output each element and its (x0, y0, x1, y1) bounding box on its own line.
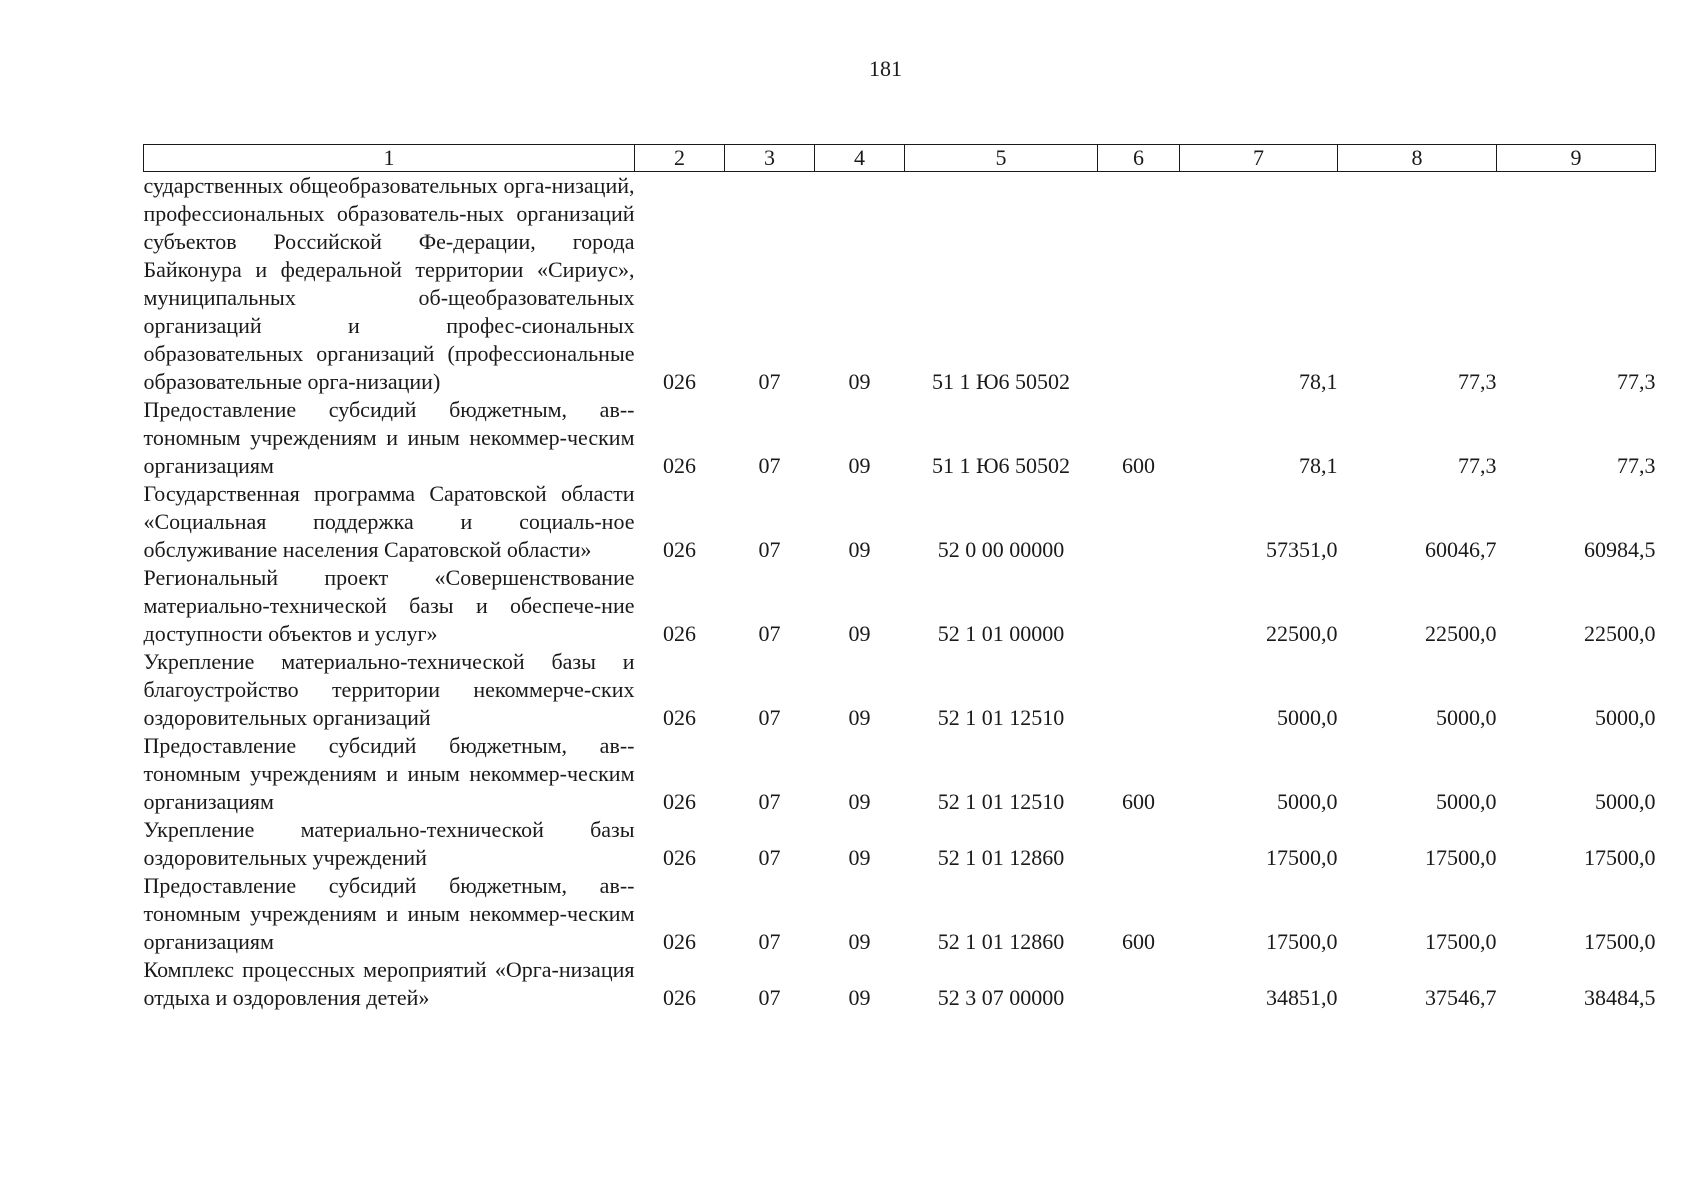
amount-col8-cell: 17500,0 (1425, 845, 1497, 870)
budget-table (143, 144, 1656, 1012)
table-row (144, 816, 1656, 872)
amount-col7-cell: 5000,0 (1277, 789, 1338, 814)
amount-col8-cell: 22500,0 (1425, 621, 1497, 646)
admin-code-cell: 026 (663, 621, 696, 646)
amount-col9-cell: 22500,0 (1584, 621, 1656, 646)
subsection-cell: 09 (848, 985, 871, 1010)
admin-code-cell: 026 (663, 453, 696, 478)
amount-col9-cell: 17500,0 (1584, 845, 1656, 870)
row-name-cell: сударственных общеобразовательных орга-низаций, профессиональных образователь-ных организаций субъектов Российской Фе-дерации, города Байконура и федеральной территории «Сириус», муниципальных об-щеобразовательных организаций и профес-сиональных образовательных организаций (профессиональные образовательные орга-низации) (143, 173, 635, 394)
table-row (144, 956, 1656, 1012)
column-header: 7 (1180, 145, 1338, 172)
row-name-cell: Региональный проект «Совершенствование материально-технической базы и обеспече-ние доступности объектов и услуг» (143, 565, 635, 646)
table-row (144, 172, 1656, 397)
column-header: 4 (815, 145, 905, 172)
table-row (144, 480, 1656, 564)
amount-col7-cell: 17500,0 (1266, 929, 1338, 954)
section-cell: 07 (758, 621, 781, 646)
admin-code-cell: 026 (663, 369, 696, 394)
section-cell: 07 (758, 929, 781, 954)
row-name-cell: Предоставление субсидий бюджетным, ав-тономным учреждениям и иным некоммер-ческим организациям (143, 397, 635, 478)
subsection-cell: 09 (848, 537, 871, 562)
expense-type-cell (1098, 956, 1180, 1012)
amount-col7-cell: 34851,0 (1266, 985, 1338, 1010)
row-name-cell: Комплекс процессных мероприятий «Орга-низация отдыха и оздоровления детей» (143, 957, 635, 1010)
column-header: 1 (144, 145, 635, 172)
subsection-cell: 09 (848, 929, 871, 954)
amount-col7-cell: 78,1 (1299, 369, 1338, 394)
amount-col8-cell: 37546,7 (1425, 985, 1497, 1010)
expense-type-cell (1098, 564, 1180, 648)
column-header: 2 (635, 145, 725, 172)
amount-col9-cell: 5000,0 (1595, 789, 1656, 814)
section-cell: 07 (758, 845, 781, 870)
target-article-cell: 51 1 Ю6 50502 (931, 453, 1071, 478)
expense-type-cell: 600 (1122, 789, 1155, 814)
expense-type-cell: 600 (1122, 453, 1155, 478)
amount-col7-cell: 57351,0 (1266, 537, 1338, 562)
amount-col9-cell: 60984,5 (1584, 537, 1656, 562)
section-cell: 07 (758, 985, 781, 1010)
amount-col8-cell: 77,3 (1458, 453, 1497, 478)
column-header: 8 (1338, 145, 1497, 172)
table-row (144, 732, 1656, 816)
subsection-cell: 09 (848, 845, 871, 870)
section-cell: 07 (758, 705, 781, 730)
subsection-cell: 09 (848, 705, 871, 730)
amount-col8-cell: 5000,0 (1436, 705, 1497, 730)
expense-type-cell (1098, 480, 1180, 564)
subsection-cell: 09 (848, 453, 871, 478)
row-name-cell: Государственная программа Саратовской области «Социальная поддержка и социаль-ное обслуживание населения Саратовской области» (143, 481, 635, 562)
amount-col9-cell: 5000,0 (1595, 705, 1656, 730)
target-article-cell: 52 1 01 12860 (937, 845, 1065, 870)
column-header: 3 (725, 145, 815, 172)
target-article-cell: 52 1 01 12860 (937, 929, 1065, 954)
admin-code-cell: 026 (663, 985, 696, 1010)
page-number: 181 (869, 56, 902, 81)
table-row (144, 396, 1656, 480)
target-article-cell: 52 1 01 12510 (937, 705, 1065, 730)
amount-col7-cell: 78,1 (1299, 453, 1338, 478)
section-cell: 07 (758, 453, 781, 478)
expense-type-cell (1098, 816, 1180, 872)
row-name-cell: Предоставление субсидий бюджетным, ав-тономным учреждениям и иным некоммер-ческим организациям (143, 733, 635, 814)
expense-type-cell (1098, 648, 1180, 732)
subsection-cell: 09 (848, 621, 871, 646)
target-article-cell: 52 0 00 00000 (937, 537, 1065, 562)
amount-col8-cell: 60046,7 (1425, 537, 1497, 562)
target-article-cell: 52 1 01 00000 (937, 621, 1065, 646)
amount-col9-cell: 38484,5 (1584, 985, 1656, 1010)
column-header: 5 (905, 145, 1098, 172)
amount-col9-cell: 77,3 (1617, 453, 1656, 478)
amount-col9-cell: 77,3 (1617, 369, 1656, 394)
amount-col8-cell: 17500,0 (1425, 929, 1497, 954)
admin-code-cell: 026 (663, 845, 696, 870)
subsection-cell: 09 (848, 789, 871, 814)
table-row (144, 872, 1656, 956)
target-article-cell: 51 1 Ю6 50502 (931, 369, 1071, 394)
amount-col7-cell: 5000,0 (1277, 705, 1338, 730)
expense-type-cell: 600 (1122, 929, 1155, 954)
amount-col7-cell: 22500,0 (1266, 621, 1338, 646)
table-row (144, 564, 1656, 648)
row-name-cell: Укрепление материально-технической базы и благоустройство территории некоммерче-ских оздоровительных организаций (143, 649, 635, 730)
row-name-cell: Предоставление субсидий бюджетным, ав-тономным учреждениям и иным некоммер-ческим организациям (143, 873, 635, 954)
amount-col7-cell: 17500,0 (1266, 845, 1338, 870)
admin-code-cell: 026 (663, 537, 696, 562)
expense-type-cell (1098, 172, 1180, 397)
table-row (144, 648, 1656, 732)
admin-code-cell: 026 (663, 929, 696, 954)
section-cell: 07 (758, 789, 781, 814)
column-header: 6 (1098, 145, 1180, 172)
section-cell: 07 (758, 537, 781, 562)
subsection-cell: 09 (848, 369, 871, 394)
column-header: 9 (1497, 145, 1656, 172)
amount-col8-cell: 5000,0 (1436, 789, 1497, 814)
admin-code-cell: 026 (663, 705, 696, 730)
admin-code-cell: 026 (663, 789, 696, 814)
target-article-cell: 52 3 07 00000 (937, 985, 1065, 1010)
row-name-cell: Укрепление материально-технической базы оздоровительных учреждений (143, 817, 635, 870)
target-article-cell: 52 1 01 12510 (937, 789, 1065, 814)
amount-col8-cell: 77,3 (1458, 369, 1497, 394)
amount-col9-cell: 17500,0 (1584, 929, 1656, 954)
header-row (144, 145, 1656, 172)
section-cell: 07 (758, 369, 781, 394)
